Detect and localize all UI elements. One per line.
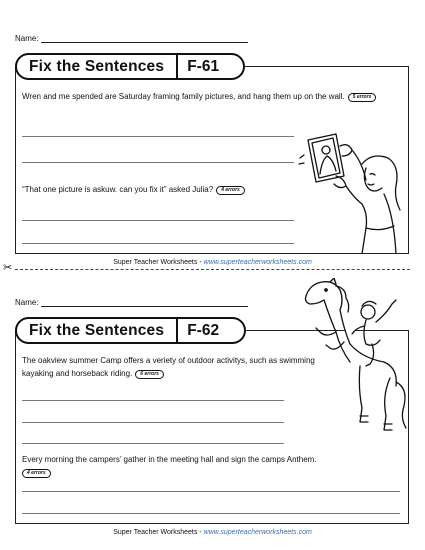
sentence-text: Every morning the campers’ gather in the meeting hall and sign the camps Anthem. <box>22 455 317 464</box>
name-line[interactable] <box>41 299 248 307</box>
sentence-2-f62 <box>22 453 407 479</box>
worksheet-code: F-61 <box>187 57 220 75</box>
footer-dash: - <box>199 529 202 536</box>
worksheet-title-f62 <box>15 317 246 344</box>
error-count-badge: 5 errors <box>348 93 377 102</box>
footer-f62 <box>0 529 425 536</box>
footer-site: Super Teacher Worksheets <box>113 529 198 536</box>
worksheet-code: F-62 <box>187 321 220 339</box>
girl-holding-picture-illustration <box>296 128 404 254</box>
cut-line-divider <box>15 269 410 270</box>
writing-line[interactable] <box>22 220 294 221</box>
sentence-text: “That one picture is askuw. can you fix it” asked Julia? <box>22 185 214 194</box>
footer-site: Super Teacher Worksheets <box>113 259 198 266</box>
title-text: Fix the Sentences <box>29 321 165 339</box>
writing-line[interactable] <box>22 136 294 137</box>
writing-line[interactable] <box>22 513 400 514</box>
sentence-1-f62 <box>22 354 324 380</box>
footer-url-link[interactable]: www.superteacherworksheets.com <box>203 529 312 536</box>
name-line[interactable] <box>41 35 248 43</box>
writing-line[interactable] <box>22 491 400 492</box>
sentence-text: Wren and me spended are Saturday framing family pictures, and hang them up on the wall. <box>22 92 345 101</box>
sentence-text: The oakview summer Camp offers a veriety of outdoor activitys, such as swimming kayaking and horseback riding. <box>22 356 315 378</box>
name-field-2 <box>15 298 248 307</box>
writing-line[interactable] <box>22 400 284 401</box>
name-label: Name: <box>15 34 39 43</box>
footer-dash: - <box>199 259 202 266</box>
name-field-1 <box>15 34 248 43</box>
scissors-icon: ✂ <box>3 262 13 274</box>
name-label: Name: <box>15 298 39 307</box>
horse-rider-illustration <box>300 278 410 450</box>
worksheet-title-f61 <box>15 53 245 80</box>
footer-url-link[interactable]: www.superteacherworksheets.com <box>203 259 312 266</box>
footer-f61 <box>0 259 425 266</box>
writing-line[interactable] <box>22 422 284 423</box>
sentence-1-f61 <box>22 90 402 103</box>
writing-line[interactable] <box>22 443 284 444</box>
writing-line[interactable] <box>22 243 294 244</box>
error-count-badge: 6 errors <box>135 370 164 379</box>
writing-line[interactable] <box>22 162 294 163</box>
title-text: Fix the Sentences <box>29 57 165 75</box>
error-count-badge: 4 errors <box>22 469 51 478</box>
error-count-badge: 4 errors <box>216 186 245 195</box>
sentence-2-f61 <box>22 183 312 196</box>
